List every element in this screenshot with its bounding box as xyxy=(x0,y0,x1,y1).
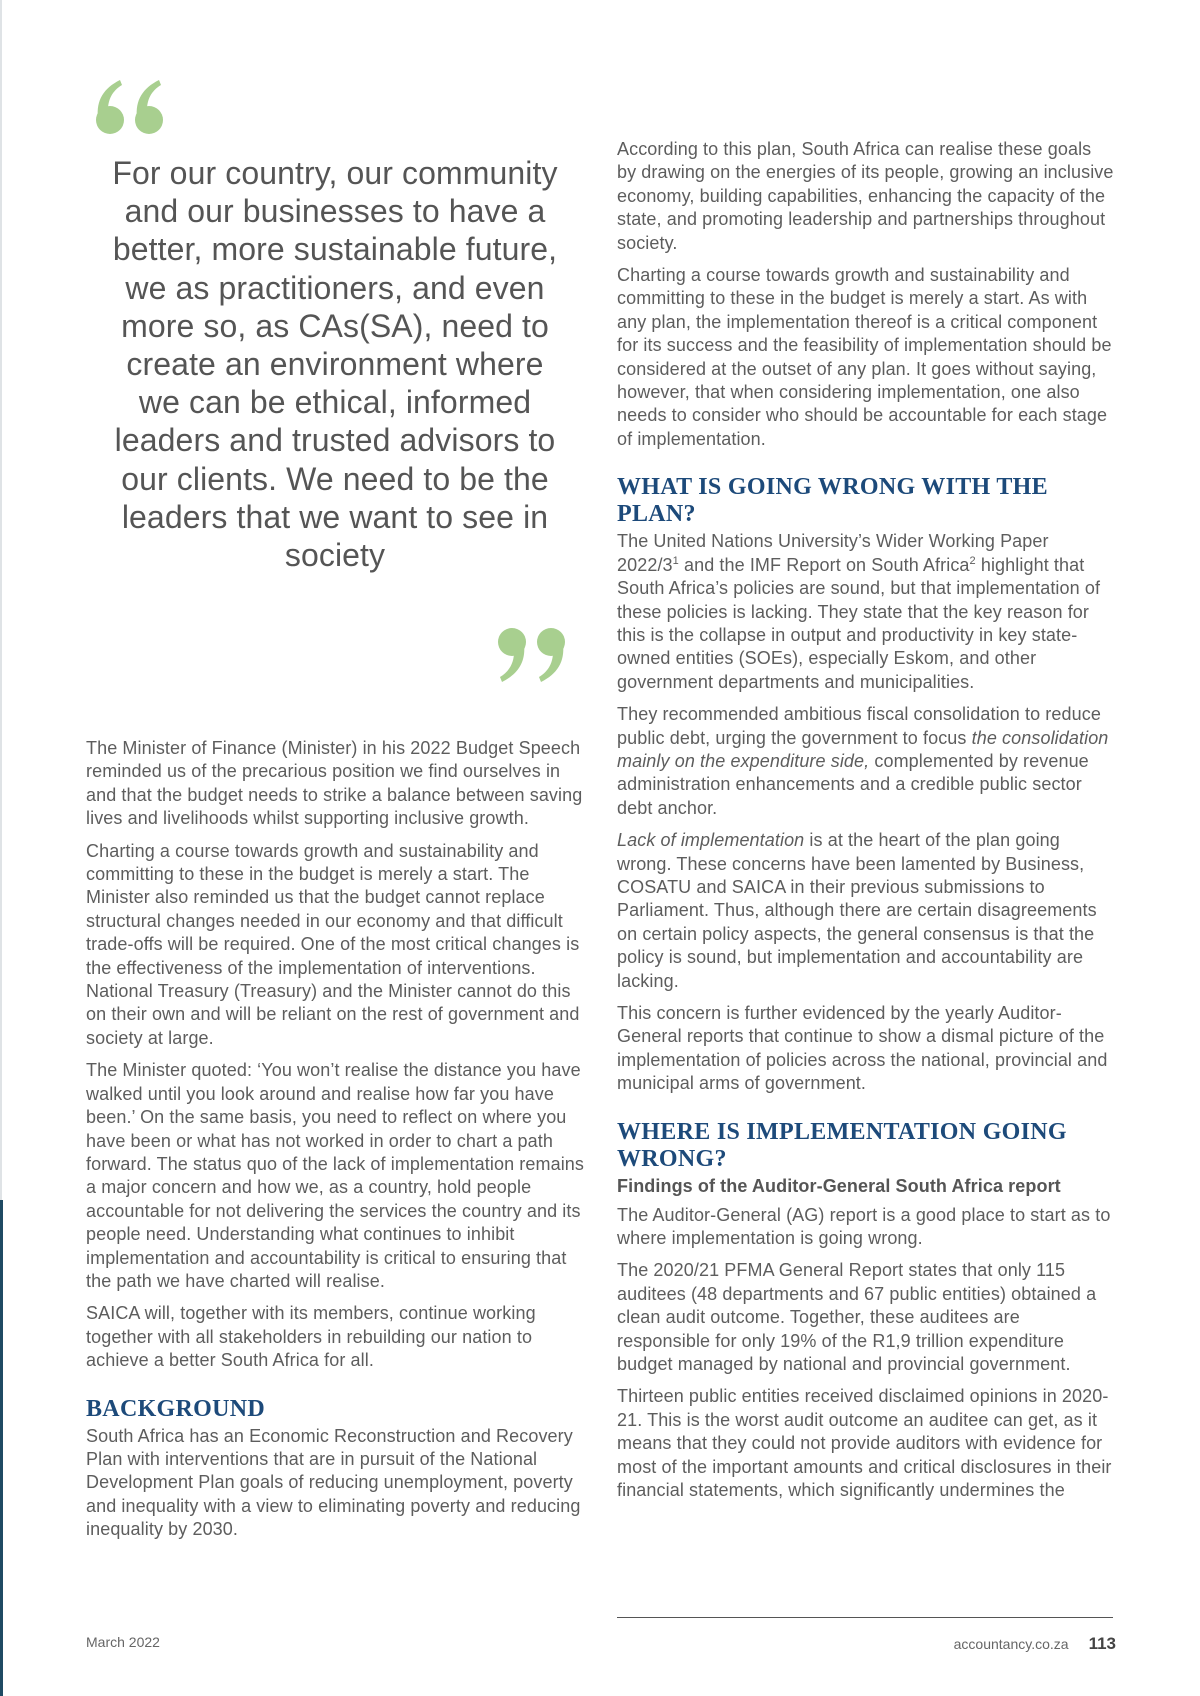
intro-paragraph-4: SAICA will, together with its members, continue working together with all stakeholders in rebuilding our nation to achieve a better South Africa for all. xyxy=(86,1303,536,1371)
intro-paragraph-3: The Minister quoted: ‘You won’t realise the distance you have walked until you look around and realise how far you have been.’ On the same basis, you need to reflect on where you have been or what has not worked in order to chart a path forward. The status quo of the lack of implementation remains a major concern and how we, as a country, hold people accountable for not delivering the services the country and its people need. Understanding what continues to inhibit implementation and accountability is critical to ensuring that the path we have charted will realise. xyxy=(86,1060,585,1291)
wrong-paragraph-1 xyxy=(617,530,1115,694)
where-paragraph-1: The Auditor-General (AG) report is a good place to start as to where implementation is going wrong. xyxy=(617,1204,1111,1249)
footnote-ref-2: 2 xyxy=(969,554,976,567)
close-quote-icon xyxy=(492,618,582,708)
wrong-plan-heading: WHAT IS GOING WRONG WITH THE PLAN? xyxy=(617,474,1048,528)
intro-paragraph-2: Charting a course towards growth and sustainability and committing to these in the budget is merely a start. The Minister also reminded us that the budget cannot replace structural changes needed in our economy and that difficult trade-offs will be required. One of the most critical changes is the effectiveness of the implementation of interventions. National Treasury (Treasury) and the Minister cannot do this on their own and will be reliant on the rest of government and society at large. xyxy=(86,840,580,1048)
background-heading: BACKGROUND xyxy=(86,1395,266,1422)
footer-right xyxy=(954,1634,1116,1654)
wrong-p2-emphasis: the consolidation mainly on the expenditure side, xyxy=(617,727,1109,771)
where-implementation-heading: WHERE IS IMPLEMENTATION GOING WRONG? xyxy=(617,1118,1067,1172)
page-edge-accent xyxy=(0,1200,3,1696)
footnote-ref-1: 1 xyxy=(672,554,679,567)
wrong-p3-emphasis: Lack of implementation xyxy=(617,830,805,851)
left-column xyxy=(86,737,586,1542)
wrong-p1-text-a: The United Nations University’s Wider Working Paper 2022/3 xyxy=(617,531,1049,575)
footer-site: accountancy.co.za xyxy=(953,1636,1069,1652)
plan-paragraph-2: Charting a course towards growth and sustainability and committing to these in the budget is merely a start. As with any plan, the implementation thereof is a critical component for its success and the feasibility of implementation should be considered at the outset of any plan. It goes without saying, however, that when considering implementation, one also needs to consider who should be accountable for each stage of implementation. xyxy=(617,265,1112,449)
wrong-p1-text-c: highlight that South Africa’s policies are sound, but that implementation of these policies is lacking. They state that the key reason for this is the collapse in output and productivity in key state-owned entities (SOEs), especially Eskom, and other government departments and municipalities. xyxy=(617,554,1101,692)
wrong-paragraph-3 xyxy=(617,829,1115,993)
open-quote-icon xyxy=(88,60,178,150)
plan-paragraph-1: According to this plan, South Africa can realise these goals by drawing on the energies of its people, growing an inclusive economy, building capabilities, enhancing the capacity of the state, and promoting leadership and partnerships throughout society. xyxy=(617,139,1114,253)
pull-quote: For our country, our community and our businesses to have a better, more sustainable future, we as practitioners, and even more so, as CAs(SA), need to create an environment where we can be ethical, informed leaders and trusted advisors to our clients. We need to be the leaders that we want to see in society xyxy=(112,155,558,574)
intro-paragraph-1: The Minister of Finance (Minister) in his 2022 Budget Speech reminded us of the precarious position we find ourselves in and that the budget needs to strike a balance between saving lives and livelihoods whilst supporting inclusive growth. xyxy=(86,738,583,829)
where-paragraph-3: Thirteen public entities received disclaimed opinions in 2020-21. This is the worst audit outcome an auditee can get, as it means that they could not provide auditors with evidence for most of the important amounts and critical disclosures in their financial statements, which significantly undermines the xyxy=(617,1386,1112,1501)
page-number: 113 xyxy=(1088,1634,1116,1653)
wrong-p2-text-a: They recommended ambitious fiscal consolidation to reduce public debt, urging the government to focus xyxy=(617,704,1101,748)
wrong-p1-text-b: and the IMF Report on South Africa xyxy=(678,554,970,575)
wrong-paragraph-2 xyxy=(617,703,1115,820)
wrong-p2-text-b: complemented by revenue administration enhancements and a credible public sector debt anchor. xyxy=(617,750,1089,818)
column-end-rule xyxy=(617,1617,1113,1618)
where-paragraph-2: The 2020/21 PFMA General Report states that only 115 auditees (48 departments and 67 public entities) obtained a clean audit outcome. Together, these auditees are responsible for only 19% of the R1,9 trillion expenditure budget managed by national and provincial government. xyxy=(617,1260,1097,1375)
findings-subheading: Findings of the Auditor-General South Africa report xyxy=(617,1175,1061,1196)
background-paragraph: South Africa has an Economic Reconstruction and Recovery Plan with interventions that are in pursuit of the National Development Plan goals of reducing unemployment, poverty and inequality with a view to eliminating poverty and reducing inequality by 2030. xyxy=(86,1425,581,1540)
wrong-p3-text: is at the heart of the plan going wrong. These concerns have been lamented by Business, COSATU and SAICA in their previous submissions to Parliament. Thus, although there are certain disagreements on certain policy aspects, the general consensus is that the policy is sound, but implementation and accountability are lacking. xyxy=(617,830,1097,991)
footer-date: March 2022 xyxy=(86,1634,160,1650)
wrong-paragraph-4: This concern is further evidenced by the yearly Auditor-General reports that continue to show a dismal picture of the implementation of policies across the national, provincial and municipal arms of government. xyxy=(617,1003,1108,1094)
right-column xyxy=(617,138,1115,1503)
